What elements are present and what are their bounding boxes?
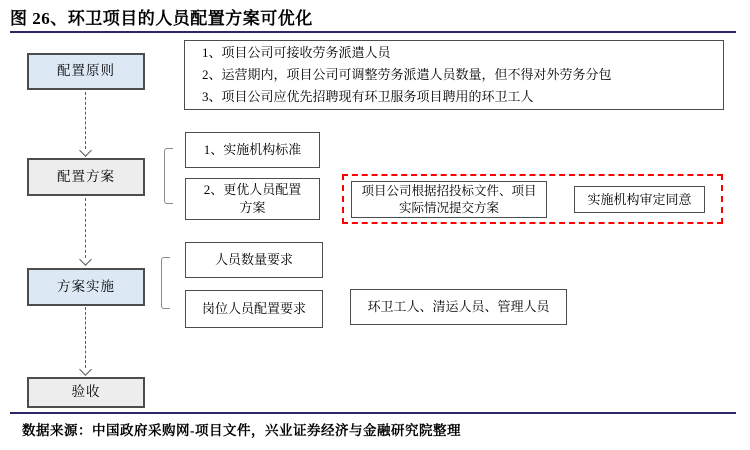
arrow-down-icon <box>79 363 92 376</box>
principle-line: 1、项目公司可接收劳务派遣人员 <box>202 45 391 60</box>
principle-line: 3、项目公司应优先招聘现有环卫服务项目聘用的环卫工人 <box>202 89 534 104</box>
stage-box-allocation-plan: 配置方案 <box>27 158 145 196</box>
plan-item-box-implementing-agency-standard: 1、实施机构标准 <box>185 132 320 168</box>
bracket-implementation-items <box>161 257 170 309</box>
plan-item-box-better-staffing-plan: 2、更优人员配置方案 <box>185 178 320 220</box>
staff-types-box: 环卫工人、清运人员、管理人员 <box>350 289 567 325</box>
implementation-box-headcount-requirement: 人员数量要求 <box>185 242 323 278</box>
arrow-down-icon <box>79 144 92 157</box>
connector-dashed-line <box>85 198 86 258</box>
connector-dashed-line <box>85 92 86 149</box>
figure-title: 图 26、环卫项目的人员配置方案可优化 <box>10 9 313 28</box>
arrow-down-icon <box>79 253 92 266</box>
bracket-plan-items <box>164 148 173 204</box>
principle-line: 2、运营期内，项目公司可调整劳务派遣人员数量，但不得对外劳务分包 <box>202 67 612 82</box>
connector-dashed-line <box>85 307 86 368</box>
stage-box-acceptance: 验收 <box>27 377 145 408</box>
footer-divider-line <box>10 412 736 414</box>
stage-box-allocation-principle: 配置原则 <box>27 53 145 90</box>
title-divider-line <box>10 31 736 33</box>
stage-box-plan-implementation: 方案实施 <box>27 268 145 306</box>
plan-detail-box-approve: 实施机构审定同意 <box>574 186 705 213</box>
data-source-note: 数据来源：中国政府采购网-项目文件，兴业证券经济与金融研究院整理 <box>22 423 461 438</box>
plan-detail-box-submit: 项目公司根据招投标文件、项目实际情况提交方案 <box>351 181 547 218</box>
implementation-box-post-staffing-requirement: 岗位人员配置要求 <box>185 290 323 328</box>
principles-box <box>184 40 724 110</box>
